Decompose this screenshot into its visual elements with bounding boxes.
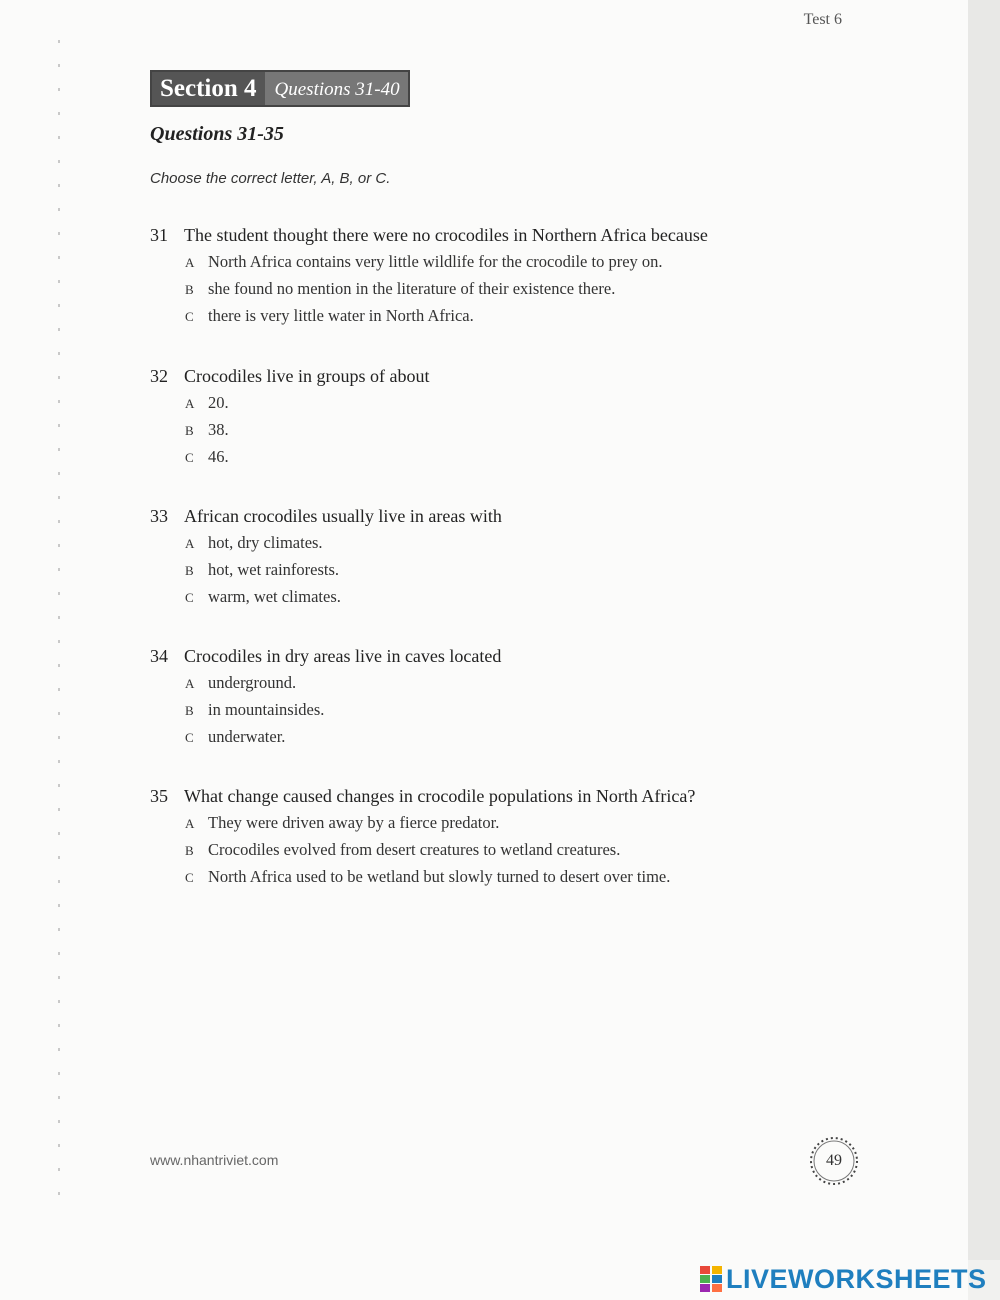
page-number-badge <box>807 1134 861 1188</box>
question-text: The student thought there were no crocodiles in Northern Africa because <box>184 225 708 245</box>
question-35 <box>150 783 850 890</box>
option-text: 38. <box>208 420 229 439</box>
option-b[interactable] <box>185 556 850 583</box>
option-text: 46. <box>208 447 229 466</box>
liveworksheets-brand[interactable] <box>700 1262 987 1296</box>
option-letter: C <box>185 590 194 605</box>
section-range: Questions 31-40 <box>265 72 408 105</box>
option-b[interactable] <box>185 275 850 302</box>
page-number: 49 <box>826 1152 842 1169</box>
option-c[interactable] <box>185 443 850 470</box>
option-a[interactable] <box>185 248 850 275</box>
option-b[interactable] <box>185 836 850 863</box>
option-text: underwater. <box>208 727 286 746</box>
option-text: underground. <box>208 673 297 692</box>
option-letter: B <box>185 843 194 858</box>
option-text: 20. <box>208 393 229 412</box>
option-c[interactable] <box>185 723 850 750</box>
option-b[interactable] <box>185 416 850 443</box>
option-c[interactable] <box>185 302 850 329</box>
question-32 <box>150 363 850 470</box>
option-c[interactable] <box>185 863 850 890</box>
option-a[interactable] <box>185 529 850 556</box>
instruction: Choose the correct letter, A, B, or C. <box>150 170 391 187</box>
question-34 <box>150 643 850 750</box>
question-text: African crocodiles usually live in areas with <box>184 506 502 526</box>
option-letter: B <box>185 423 194 438</box>
option-text: in mountainsides. <box>208 700 325 719</box>
option-letter: A <box>185 396 195 411</box>
option-letter: C <box>185 730 194 745</box>
test-label: Test 6 <box>803 11 842 28</box>
question-text: Crocodiles in dry areas live in caves located <box>184 646 502 666</box>
question-number: 32 <box>150 366 168 386</box>
option-letter: C <box>185 450 194 465</box>
option-text: hot, wet rainforests. <box>208 560 340 579</box>
option-a[interactable] <box>185 389 850 416</box>
question-number: 31 <box>150 225 168 245</box>
option-letter: B <box>185 563 194 578</box>
option-text: They were driven away by a fierce predator. <box>208 813 500 832</box>
question-number: 34 <box>150 646 168 666</box>
option-a[interactable] <box>185 809 850 836</box>
option-text: hot, dry climates. <box>208 533 323 552</box>
brand-name: LIVEWORKSHEETS <box>726 1263 987 1294</box>
option-c[interactable] <box>185 583 850 610</box>
option-letter: B <box>185 282 194 297</box>
question-31 <box>150 222 850 329</box>
question-number: 33 <box>150 506 168 526</box>
page-edge <box>968 0 1000 1260</box>
option-letter: A <box>185 536 195 551</box>
option-letter: A <box>185 676 195 691</box>
section-title: Section 4 <box>152 72 265 105</box>
option-text: there is very little water in North Africa. <box>208 306 474 325</box>
option-letter: B <box>185 703 194 718</box>
section-banner <box>150 70 410 107</box>
binding-margin <box>58 40 60 1200</box>
option-text: she found no mention in the literature of their existence there. <box>208 279 616 298</box>
option-text: warm, wet climates. <box>208 587 341 606</box>
question-number: 35 <box>150 786 168 806</box>
option-a[interactable] <box>185 669 850 696</box>
option-text: North Africa contains very little wildlife for the crocodile to prey on. <box>208 252 663 271</box>
option-text: North Africa used to be wetland but slowly turned to desert over time. <box>208 867 671 886</box>
option-b[interactable] <box>185 696 850 723</box>
question-text: What change caused changes in crocodile populations in North Africa? <box>184 786 696 806</box>
question-33 <box>150 503 850 610</box>
footer-url: www.nhantriviet.com <box>150 1152 279 1168</box>
questions-heading: Questions 31-35 <box>150 123 284 145</box>
option-letter: A <box>185 816 195 831</box>
option-letter: C <box>185 309 194 324</box>
option-text: Crocodiles evolved from desert creatures to wetland creatures. <box>208 840 621 859</box>
option-letter: C <box>185 870 194 885</box>
option-letter: A <box>185 255 195 270</box>
liveworksheets-logo-icon <box>700 1266 722 1292</box>
question-text: Crocodiles live in groups of about <box>184 366 430 386</box>
